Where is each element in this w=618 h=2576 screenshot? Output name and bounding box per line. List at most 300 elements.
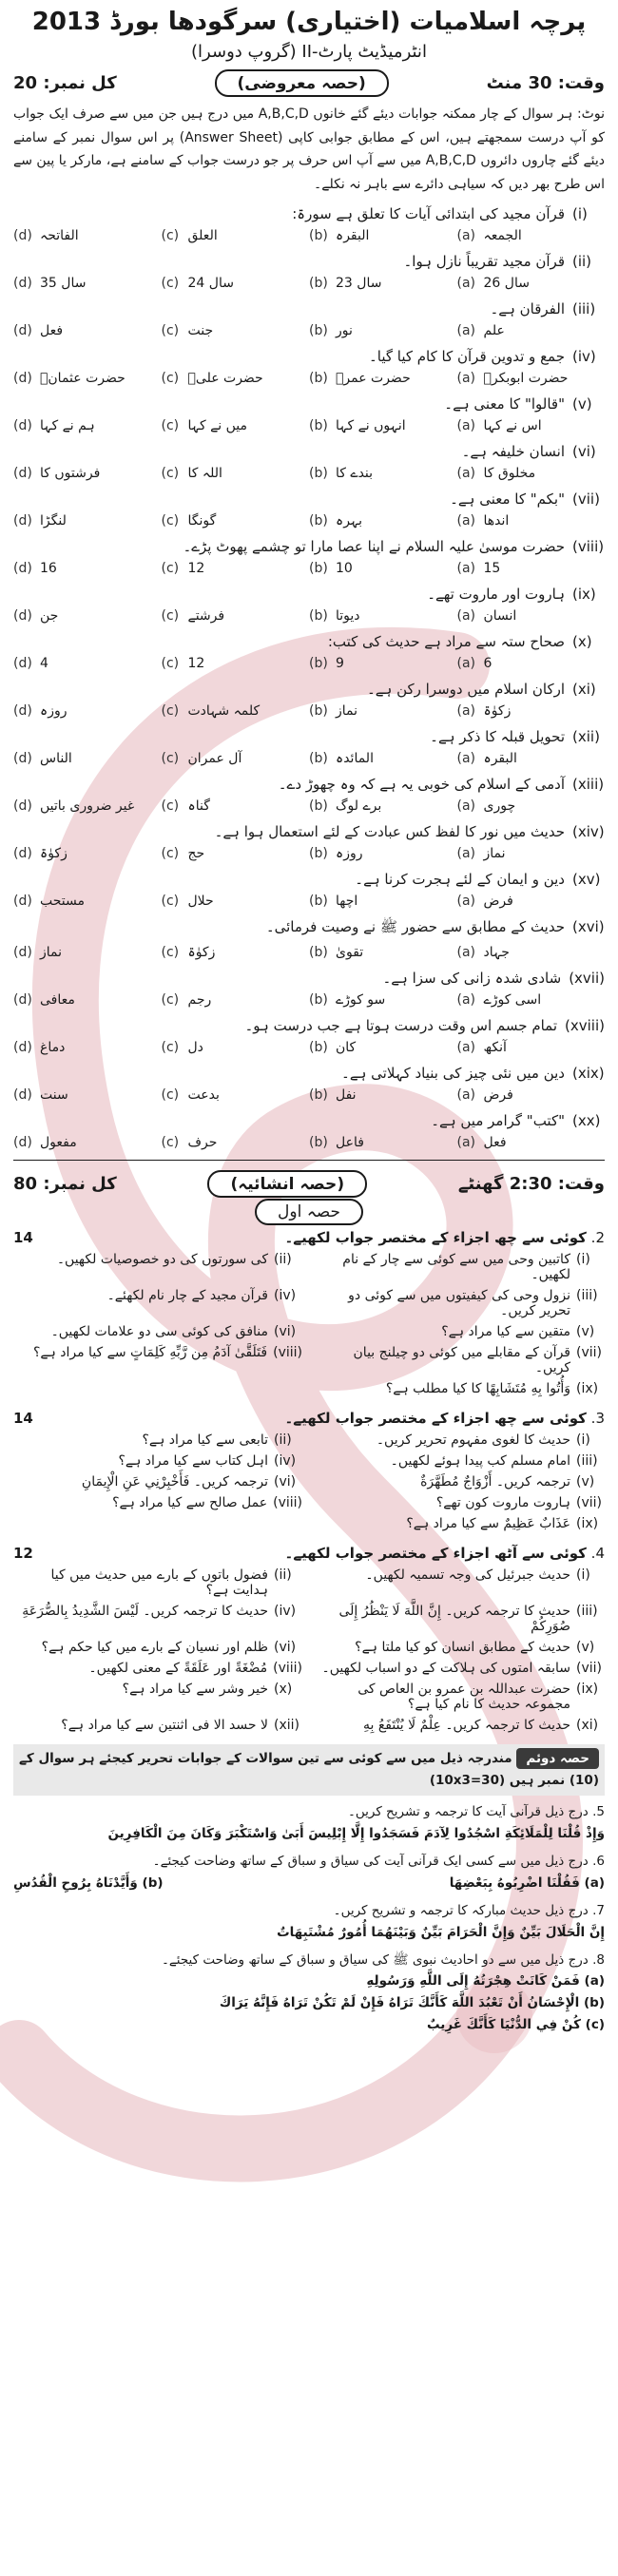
mcq-options: [13, 992, 605, 1008]
mcq-number: (vi): [572, 443, 596, 460]
mcq-question: قرآن مجید تقریباً نازل ہوا۔: [403, 253, 565, 270]
option-text: 35 سال: [40, 276, 87, 291]
option-text: اچھا: [336, 894, 358, 909]
item-text: ترجمہ کریں۔ أَزْوَاجٌ مُطَهَّرَةٌ: [420, 1474, 570, 1490]
option-letter: (b): [309, 608, 328, 624]
option-text: زکوٰۃ: [187, 945, 216, 960]
mcq-option: [457, 992, 606, 1008]
item-number: (xi): [576, 1718, 599, 1733]
mcq-option: [13, 992, 162, 1008]
mcq-item: [13, 728, 605, 766]
option-letter: (a): [456, 513, 476, 529]
mcq-item: [13, 1065, 605, 1103]
short-question-item: [13, 1474, 302, 1490]
mcq-item: [13, 205, 605, 243]
item-text: امام مسلم کب پیدا ہوئے لکھیں۔: [390, 1453, 570, 1469]
short-question-item: [13, 1432, 302, 1448]
option-letter: (c): [161, 418, 180, 433]
option-text: میں نے کہا: [187, 418, 248, 433]
option-text: فرشتے: [187, 608, 225, 624]
item-number: (ii): [274, 1567, 292, 1583]
time-label: وقت: 30 منٹ: [486, 73, 605, 93]
option-text: بدعت: [187, 1087, 220, 1103]
q6-text: درج ذیل میں سے کسی ایک قرآنی آیت کی سیاق و سباق کے ساتھ وضاحت کیجئے۔: [152, 1853, 589, 1869]
short-question-item: [13, 1288, 302, 1318]
part-two-banner: [13, 1744, 605, 1796]
item-number: (vii): [576, 1345, 602, 1360]
item-number: (v): [576, 1324, 595, 1339]
short-question-item: [13, 1252, 302, 1282]
mcq-option: [309, 945, 457, 960]
mcq-option: [457, 894, 606, 909]
short-question-item: [316, 1516, 605, 1531]
option-text: المائدہ: [336, 751, 374, 766]
option-letter: (c): [161, 1087, 180, 1103]
mcq-options: [13, 798, 605, 814]
item-number: (ix): [576, 1682, 599, 1697]
short-question-item: [316, 1495, 605, 1510]
q7-text: درج ذیل حدیث مبارکہ کا ترجمہ و تشریح کریں۔: [333, 1902, 589, 1918]
mcq-option: [309, 656, 457, 671]
option-text: العلق: [187, 228, 218, 243]
q2-title: کوئی سے چھ اجزاء کے مختصر جواب لکھیے۔: [284, 1229, 587, 1246]
q2-marks: 14: [13, 1229, 33, 1246]
item-number: (i): [576, 1432, 590, 1448]
option-text: 12: [187, 656, 205, 671]
divider: [13, 1160, 605, 1161]
option-letter: (b): [309, 751, 328, 766]
option-text: حضرت ابوبکرؓ: [483, 371, 569, 386]
item-text: ہاروت ماروت کون تھے؟: [435, 1495, 570, 1510]
option-letter: (b): [309, 276, 328, 291]
q2-header: [13, 1229, 605, 1246]
option-text: 23 سال: [336, 276, 382, 291]
option-text: روزہ: [40, 703, 68, 719]
q3-title: کوئی سے چھ اجزاء کے مختصر جواب لکھیے۔: [284, 1410, 587, 1427]
q6-number: 6.: [592, 1853, 605, 1869]
option-letter: (d): [13, 1040, 32, 1055]
option-letter: (b): [309, 846, 328, 861]
mcq-option: [309, 798, 457, 814]
option-letter: (c): [161, 276, 180, 291]
item-number: (iii): [576, 1453, 598, 1469]
item-number: (x): [274, 1682, 293, 1697]
option-letter: (c): [161, 846, 180, 861]
q3-header: [13, 1410, 605, 1427]
part-two-label: حصہ دوئم: [516, 1748, 599, 1769]
item-number: (i): [576, 1567, 590, 1583]
section-objective-label: (حصہ معروضی): [215, 69, 389, 97]
item-text: قرآن کے مقابلے میں کوئی دو چیلنج بیان کریں۔: [353, 1345, 570, 1375]
short-question-item: [13, 1567, 302, 1598]
mcq-option: [162, 561, 310, 576]
option-letter: (c): [161, 992, 180, 1008]
option-letter: (b): [309, 418, 328, 433]
option-text: نماز: [483, 846, 506, 861]
option-letter: (b): [309, 371, 328, 386]
mcq-number: (xv): [572, 871, 601, 888]
option-letter: (a): [456, 276, 476, 291]
mcq-option: [457, 945, 606, 960]
q4-number: 4.: [590, 1545, 605, 1562]
mcq-option: [13, 1040, 162, 1055]
item-text: سابقہ امتوں کی ہلاکت کے دو اسباب لکھیں۔: [321, 1661, 570, 1676]
item-number: (i): [576, 1252, 590, 1267]
option-text: گونگا: [187, 513, 217, 529]
short-question-item: [13, 1718, 302, 1733]
option-letter: (a): [456, 703, 476, 719]
mcq-question: الفرقان ہے۔: [490, 300, 565, 317]
mcq-question: "کتب" گرامر میں ہے۔: [431, 1112, 565, 1129]
option-text: البقرہ: [336, 228, 370, 243]
mcq-options: [13, 945, 605, 960]
mcq-question: "بکم" کا معنی ہے۔: [450, 490, 565, 508]
mcq-question: تمام جسم اس وقت درست ہوتا ہے جب درست ہو۔: [244, 1017, 558, 1034]
option-letter: (b): [309, 1087, 328, 1103]
option-letter: (b): [309, 656, 328, 671]
option-text: 4: [40, 656, 48, 671]
option-text: 9: [336, 656, 344, 671]
paper-title: پرچہ اسلامیات (اختیاری) سرگودھا بورڈ 2013: [31, 8, 587, 36]
option-letter: (a): [456, 228, 476, 243]
option-text: اللہ کا: [187, 466, 222, 481]
mcq-option: [457, 703, 606, 719]
option-letter: (a): [456, 1135, 476, 1150]
mcq-item: [13, 395, 605, 433]
item-number: (v): [576, 1640, 595, 1655]
item-text: تابعی سے کیا مراد ہے؟: [142, 1432, 268, 1448]
option-text: دماغ: [40, 1040, 66, 1055]
paper-subtitle: انٹرمیڈیٹ پارٹ-II (گروپ دوسرا): [191, 42, 427, 62]
item-text: لا حسد الا فی اثنتین سے کیا مراد ہے؟: [61, 1718, 268, 1733]
mcq-number: (x): [572, 633, 592, 650]
mcq-item: [13, 823, 605, 861]
option-letter: (a): [456, 1040, 476, 1055]
option-letter: (d): [13, 513, 32, 529]
mcq-number: (iii): [572, 300, 596, 317]
mcq-option: [162, 323, 310, 338]
option-letter: (b): [309, 513, 328, 529]
option-text: دیوتا: [336, 608, 360, 624]
option-text: حضرت عثمانؓ: [40, 371, 126, 386]
option-text: زکوٰۃ: [483, 703, 512, 719]
option-text: انہوں نے کہا: [336, 418, 406, 433]
mcq-option: [162, 276, 310, 291]
option-letter: (c): [161, 945, 180, 960]
option-text: علم: [483, 323, 505, 338]
option-letter: (c): [161, 703, 180, 719]
option-letter: (a): [456, 945, 476, 960]
short-question-item: [316, 1661, 605, 1676]
short-question-item: [316, 1345, 605, 1375]
option-letter: (b): [309, 798, 328, 814]
option-text: البقرہ: [483, 751, 517, 766]
option-letter: (a): [456, 371, 476, 386]
section-subjective-label: (حصہ انشائیہ): [207, 1170, 367, 1198]
item-number: (ii): [274, 1432, 292, 1448]
option-letter: (c): [161, 894, 180, 909]
item-number: (iv): [274, 1604, 297, 1619]
mcq-options: [13, 323, 605, 338]
option-text: فعل: [483, 1135, 507, 1150]
item-text: عمل صالح سے کیا مراد ہے؟: [112, 1495, 268, 1510]
option-text: تقویٰ: [336, 945, 364, 960]
item-text: وَأُتُوا بِهِ مُتَشَابِهًا کا کیا مطلب ہے؟: [385, 1381, 570, 1396]
option-text: الجمعہ: [483, 228, 522, 243]
option-text: اسی کوڑے: [483, 992, 542, 1008]
short-question-item: [13, 1453, 302, 1469]
short-question-item: [13, 1640, 302, 1655]
option-text: 10: [336, 561, 353, 576]
short-question-item: [316, 1252, 605, 1282]
option-letter: (c): [161, 656, 180, 671]
option-letter: (b): [309, 703, 328, 719]
item-text: حدیث کا لغوی مفہوم تحریر کریں۔: [376, 1432, 570, 1448]
option-letter: (a): [456, 608, 476, 624]
mcq-option: [309, 846, 457, 861]
option-text: آل عمران: [187, 751, 242, 766]
option-text: الناس: [40, 751, 72, 766]
mcq-option: [162, 608, 310, 624]
option-letter: (d): [13, 323, 32, 338]
mcq-question: صحاح ستہ سے مراد ہے حدیث کی کتب:: [327, 633, 565, 650]
mcq-option: [309, 323, 457, 338]
mcq-option: [309, 466, 457, 481]
option-letter: (d): [13, 846, 32, 861]
option-text: آنکھ: [483, 1040, 507, 1055]
mcq-option: [162, 846, 310, 861]
subjective-marks-label: کل نمبر: 80: [13, 1174, 117, 1194]
option-text: روزہ: [336, 846, 363, 861]
item-number: (ix): [576, 1381, 599, 1396]
mcq-item: [13, 970, 605, 1008]
option-text: کان: [336, 1040, 357, 1055]
option-letter: (b): [309, 466, 328, 481]
option-text: مفعول: [40, 1135, 77, 1150]
q5-text: درج ذیل قرآنی آیت کا ترجمہ و تشریح کریں۔: [347, 1803, 589, 1819]
mcq-question: ارکان اسلام میں دوسرا رکن ہے۔: [366, 681, 565, 698]
option-letter: (d): [13, 371, 32, 386]
mcq-question: آدمی کے اسلام کی خوبی یہ ہے کہ وہ چھوڑ دے۔: [278, 776, 565, 793]
option-text: بندے کا: [336, 466, 374, 481]
mcq-option: [13, 276, 162, 291]
option-text: رجم: [187, 992, 212, 1008]
mcq-option: [162, 371, 310, 386]
mcq-item: [13, 443, 605, 481]
mcq-options: [13, 513, 605, 529]
q3-items: [13, 1432, 605, 1531]
subjective-time-label: وقت: 2:30 گھنٹے: [457, 1174, 605, 1194]
option-text: لنگڑا: [40, 513, 67, 529]
mcq-option: [309, 561, 457, 576]
option-letter: (a): [456, 1087, 476, 1103]
item-text: کی سورتوں کی دو خصوصیات لکھیں۔: [56, 1252, 268, 1267]
item-text: نزول وحی کی کیفیتوں میں سے کوئی دو تحریر کریں۔: [348, 1288, 570, 1318]
short-question-item: [316, 1381, 605, 1396]
mcq-option: [13, 466, 162, 481]
mcq-question: تحویل قبلہ کا ذکر ہے۔: [430, 728, 565, 745]
mcq-question: حدیث میں نور کا لفظ کس عبادت کے لئے استعمال ہوا ہے۔: [214, 823, 565, 840]
item-number: (viii): [273, 1345, 302, 1360]
mcq-option: [13, 608, 162, 624]
short-question-item: [13, 1661, 302, 1676]
q4-items: [13, 1567, 605, 1733]
q8-block: [13, 1950, 605, 2037]
item-text: حضرت عبداللہ بن عمرو بن العاص کی مجموعہ حدیث کا نام کیا ہے؟: [357, 1682, 570, 1712]
option-text: جن: [40, 608, 59, 624]
mcq-number: (xviii): [565, 1017, 605, 1034]
q8-option-b: (b) الْإِحْسَانُ أَنْ تَعْبُدَ اللَّهَ كَأَنَّكَ تَرَاهُ فَإِنْ لَمْ تَكُنْ تَرَاهُ فَإِنَّهُ يَرَاكَ: [219, 1995, 605, 2011]
objective-header: [13, 69, 605, 97]
option-text: بہرہ: [336, 513, 363, 529]
option-letter: (d): [13, 561, 32, 576]
option-letter: (a): [456, 561, 476, 576]
mcq-option: [162, 466, 310, 481]
option-letter: (d): [13, 703, 32, 719]
mcq-item: [13, 253, 605, 291]
item-number: (vii): [576, 1661, 602, 1676]
option-letter: (d): [13, 798, 32, 814]
q5-number: 5.: [592, 1803, 605, 1819]
option-letter: (c): [161, 1040, 180, 1055]
option-letter: (a): [456, 992, 476, 1008]
mcq-options: [13, 846, 605, 861]
option-letter: (a): [456, 894, 476, 909]
item-text: ترجمہ کریں۔ فَأَخْبِرْنِي عَنِ الْإِيمَانِ: [81, 1474, 268, 1490]
mcq-option: [309, 703, 457, 719]
option-letter: (d): [13, 656, 32, 671]
item-number: (iv): [274, 1288, 297, 1303]
item-text: مُضْغَةً اور عَلَقَةً کے معنی لکھیں۔: [88, 1661, 268, 1676]
mcq-option: [457, 656, 606, 671]
mcq-option: [162, 1040, 310, 1055]
option-letter: (a): [456, 846, 476, 861]
mcq-item: [13, 538, 605, 576]
q7-number: 7.: [592, 1902, 605, 1918]
item-text: حدیث کا ترجمہ کریں۔ إِنَّ اللَّهَ لَا يَنْظُرُ إِلَى صُوَرِكُمْ: [338, 1604, 570, 1634]
mcq-item: [13, 776, 605, 814]
q3-marks: 14: [13, 1410, 33, 1427]
item-number: (iv): [274, 1453, 297, 1469]
mcq-item: [13, 633, 605, 671]
subjective-header: [13, 1170, 605, 1198]
q7-block: [13, 1900, 605, 1944]
mcq-item: [13, 871, 605, 909]
mcq-option: [457, 798, 606, 814]
option-text: اندھا: [483, 513, 510, 529]
mcq-option: [309, 1087, 457, 1103]
mcq-option: [13, 418, 162, 433]
mcq-option: [13, 703, 162, 719]
mcq-option: [457, 608, 606, 624]
option-text: انسان: [483, 608, 517, 624]
short-question-item: [13, 1682, 302, 1712]
q4-marks: 12: [13, 1545, 33, 1562]
short-question-item: [316, 1567, 605, 1598]
mcq-option: [309, 418, 457, 433]
option-text: فرشتوں کا: [40, 466, 101, 481]
short-question-item: [316, 1288, 605, 1318]
mcq-question: قرآن مجید کی ابتدائی آیات کا تعلق ہے سورۃ:: [292, 205, 565, 222]
option-text: فعل: [40, 323, 64, 338]
mcq-option: [13, 656, 162, 671]
mcq-option: [162, 228, 310, 243]
item-text: اہل کتاب سے کیا مراد ہے؟: [118, 1453, 268, 1469]
option-text: 26 سال: [483, 276, 530, 291]
marks-label: کل نمبر: 20: [13, 73, 117, 93]
mcq-number: (xiv): [572, 823, 605, 840]
option-text: فرض: [483, 1087, 513, 1103]
short-question-item: [13, 1604, 302, 1634]
mcq-option: [162, 992, 310, 1008]
mcq-options: [13, 703, 605, 719]
option-letter: (d): [13, 608, 32, 624]
mcq-options: [13, 751, 605, 766]
mcq-option: [457, 846, 606, 861]
short-question-item: [13, 1324, 302, 1339]
q6-option-b: (b) وَأَيَّدْنَاهُ بِرُوحِ الْقُدُسِ: [13, 1874, 164, 1891]
short-question-item: [316, 1682, 605, 1712]
mcq-option: [457, 228, 606, 243]
item-number: (xii): [274, 1718, 299, 1733]
q7-arabic: إِنَّ الْحَلَالَ بَيِّنٌ وَإِنَّ الْحَرَامَ بَيِّنٌ وَبَيْنَهُمَا أُمُورٌ مُشْتَبِهَاتٌ: [277, 1924, 605, 1940]
option-letter: (c): [161, 513, 180, 529]
mcq-option: [162, 656, 310, 671]
short-question-item: [316, 1718, 605, 1733]
item-text: فَتَلَقَّىٰ آدَمُ مِن رَّبِّهِ كَلِمَاتٍ سے کیا مراد ہے؟: [32, 1345, 268, 1360]
mcq-option: [13, 371, 162, 386]
mcq-number: (i): [572, 205, 588, 222]
mcq-option: [309, 1135, 457, 1150]
option-text: حلال: [187, 894, 214, 909]
mcq-list: [13, 205, 605, 1150]
q6-block: [13, 1851, 605, 1894]
mcq-option: [162, 1087, 310, 1103]
mcq-question: دین میں نئی چیز کی بنیاد کہلاتی ہے۔: [341, 1065, 565, 1082]
item-number: (iii): [576, 1288, 598, 1303]
option-letter: (b): [309, 894, 328, 909]
mcq-question: دین و ایمان کے لئے ہجرت کرنا ہے۔: [355, 871, 565, 888]
option-text: نور: [336, 323, 353, 338]
q2-number: 2.: [590, 1229, 605, 1246]
mcq-option: [13, 228, 162, 243]
mcq-item: [13, 1112, 605, 1150]
mcq-option: [13, 798, 162, 814]
option-text: فاعل: [336, 1135, 364, 1150]
option-text: نماز: [40, 945, 63, 960]
mcq-option: [457, 1087, 606, 1103]
option-text: کلمہ شہادت: [187, 703, 261, 719]
item-text: فضول باتوں کے بارے میں حدیث میں کیا ہدایت ہے؟: [50, 1567, 268, 1598]
mcq-item: [13, 586, 605, 624]
option-text: فرض: [483, 894, 513, 909]
item-number: (ix): [576, 1516, 599, 1531]
option-text: سنت: [40, 1087, 68, 1103]
mcq-option: [457, 1135, 606, 1150]
option-letter: (d): [13, 751, 32, 766]
mcq-option: [13, 1087, 162, 1103]
mcq-number: (xvii): [569, 970, 605, 987]
option-text: 12: [187, 561, 205, 576]
mcq-option: [457, 418, 606, 433]
option-letter: (c): [161, 561, 180, 576]
mcq-option: [13, 945, 162, 960]
mcq-question: انسان خلیفہ ہے۔: [461, 443, 565, 460]
mcq-number: (v): [572, 395, 592, 413]
item-text: حدیث کا ترجمہ کریں۔ لَيْسَ الشَّدِيدُ بِالصُّرَعَةِ: [22, 1604, 268, 1619]
item-text: کاتبین وحی میں سے کوئی سے چار کے نام لکھیں۔: [342, 1252, 570, 1282]
item-number: (vii): [576, 1495, 602, 1510]
